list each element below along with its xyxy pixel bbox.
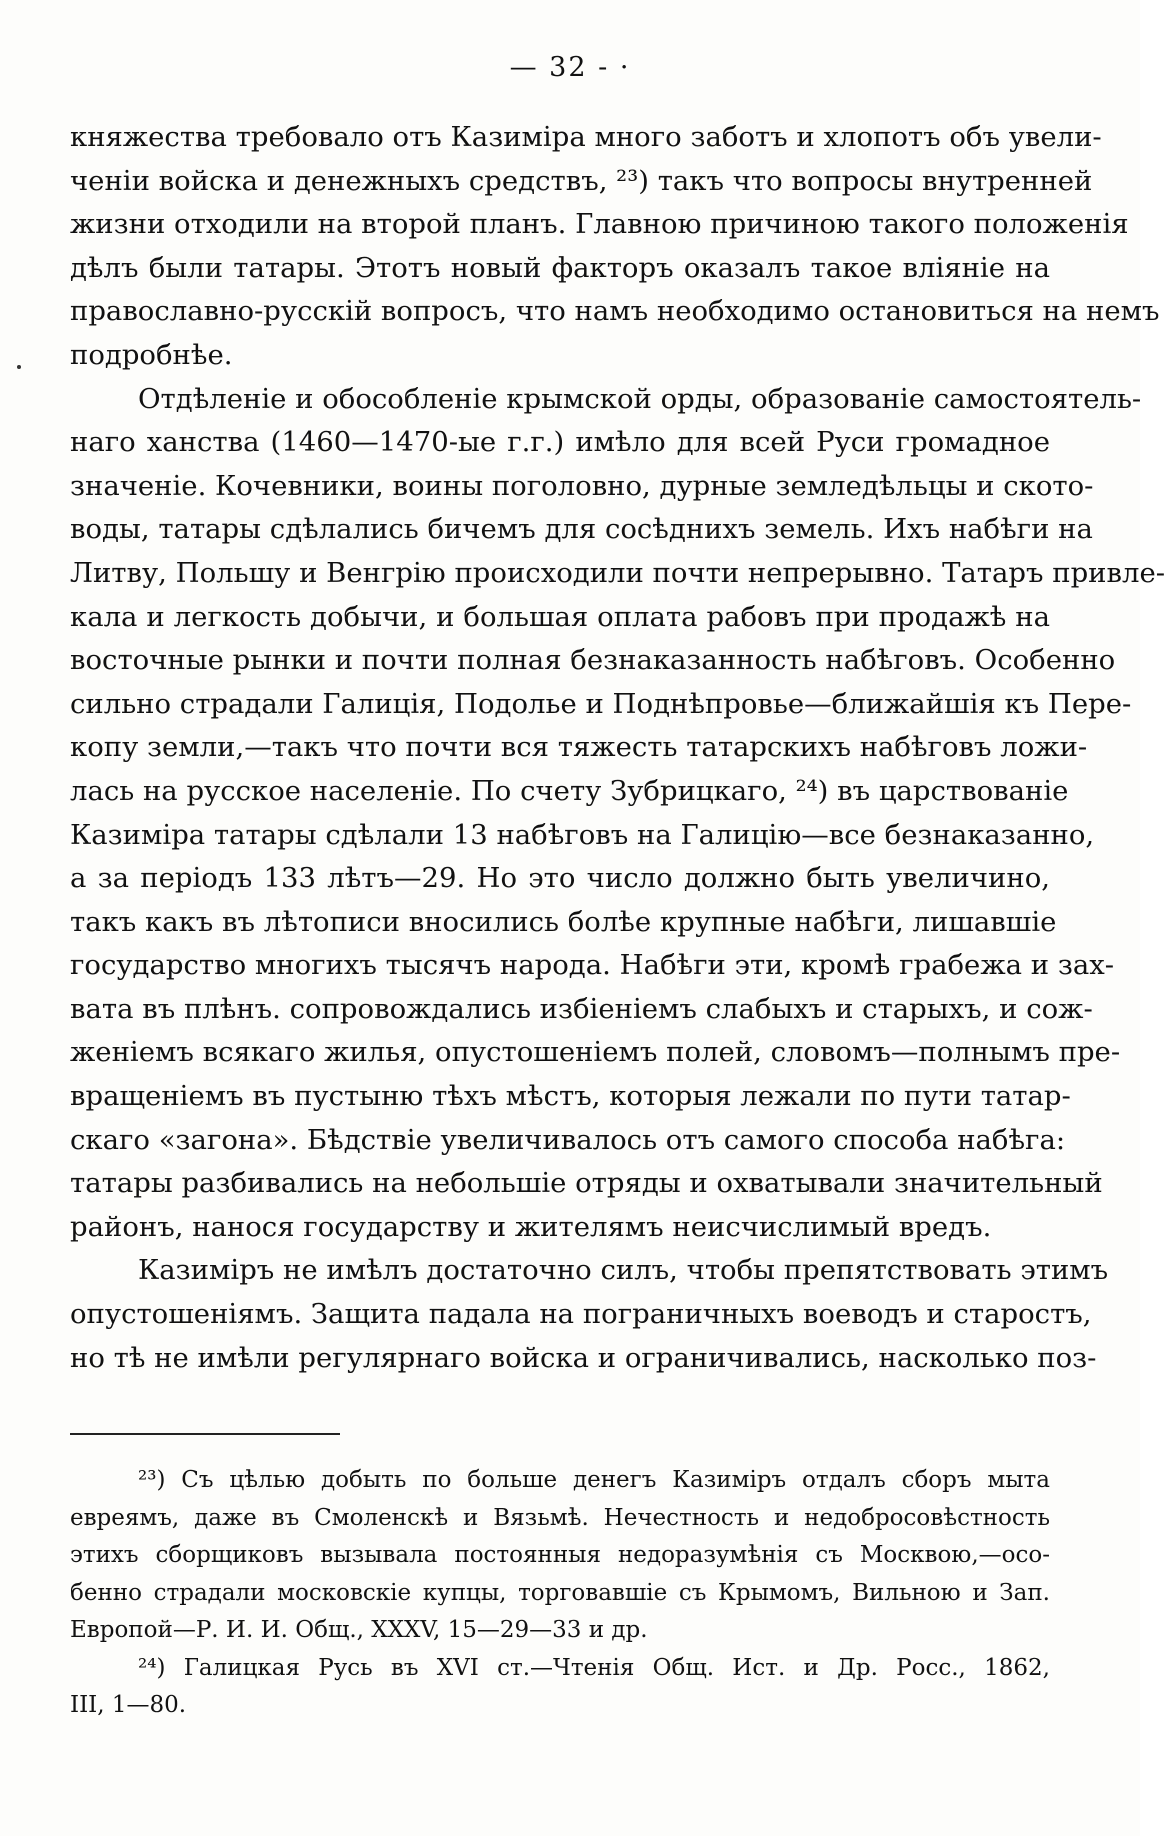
- footnote-line: Европой—Р. И. И. Общ., XXXV, 15—29—33 и др.: [70, 1617, 648, 1643]
- page-number: — 32 - ·: [509, 52, 631, 83]
- text-line: Отдѣленіе и обособленіе крымской орды, образованіе самостоятель-: [138, 382, 1142, 415]
- text-line: дѣлъ были татары. Этотъ новый факторъ оказалъ такое вліяніе на: [70, 251, 1050, 284]
- text-line: кала и легкость добычи, и большая оплата рабовъ при продажѣ на: [70, 600, 1050, 633]
- text-line: такъ какъ въ лѣтописи вносились болѣе крупные набѣги, лишавшіе: [70, 905, 1057, 938]
- text-line: подробнѣе.: [70, 338, 233, 371]
- text-line: татары разбивались на небольшіе отряды и охватывали значительный: [70, 1167, 1103, 1200]
- text-line: женіемъ всякаго жилья, опустошеніемъ полей, словомъ—полнымъ пре-: [70, 1036, 1121, 1069]
- margin-speck: [17, 365, 21, 369]
- text-line: значеніе. Кочевники, воины поголовно, дурные земледѣльцы и ското-: [70, 469, 1094, 502]
- text-line: скаго «загона». Бѣдствіе увеличивалось отъ самого способа набѣга:: [70, 1123, 1066, 1156]
- footnote-divider: [70, 1433, 340, 1435]
- footnote-line: ²⁴) Галицкая Русь въ XVI ст.—Чтенія Общ. Ист. и Др. Росс., 1862,: [138, 1654, 1050, 1681]
- text-line: наго ханства (1460—1470-ые г.г.) имѣло для всей Руси громадное: [70, 426, 1050, 459]
- footnote-line: этихъ сборщиковъ вызывала постоянныя недоразумѣнія съ Москвою,—осо-: [70, 1542, 1050, 1568]
- text-line: ченіи войска и денежныхъ средствъ, ²³) такъ что вопросы внутренней: [70, 164, 1093, 197]
- text-line: но тѣ не имѣли регулярнаго войска и ограничивались, насколько поз-: [70, 1341, 1097, 1374]
- footnote-line: евреямъ, даже въ Смоленскѣ и Вязьмѣ. Нечестность и недобросовѣстность: [70, 1504, 1050, 1531]
- text-line: Литву, Польшу и Венгрію происходили почти непрерывно. Татаръ привле-: [70, 556, 1165, 589]
- main-text: [70, 116, 1165, 1380]
- footnote-line: III, 1—80.: [70, 1692, 187, 1718]
- text-line: вращеніемъ въ пустыню тѣхъ мѣстъ, которыя лежали по пути татар-: [70, 1080, 1071, 1113]
- footnotes: [70, 1462, 1050, 1725]
- text-line: опустошеніямъ. Защита падала на пограничныхъ воеводъ и старостъ,: [70, 1298, 1092, 1331]
- text-line: воды, татары сдѣлались бичемъ для сосѣднихъ земель. Ихъ набѣги на: [70, 513, 1093, 546]
- text-line: а за періодъ 133 лѣтъ—29. Но это число должно быть увеличино,: [70, 862, 1050, 895]
- text-line: копу земли,—такъ что почти вся тяжесть татарскихъ набѣговъ ложи-: [70, 731, 1088, 764]
- text-line: лась на русское населеніе. По счету Зубрицкаго, ²⁴) въ царствованіе: [70, 774, 1069, 807]
- text-line: Казиміръ не имѣлъ достаточно силъ, чтобы препятствовать этимъ: [138, 1254, 1109, 1287]
- footnote-line: ²³) Съ цѣлью добыть по больше денегъ Казиміръ отдалъ сборъ мыта: [138, 1467, 1050, 1493]
- text-line: восточные рынки и почти полная безнаказанность набѣговъ. Особенно: [70, 644, 1116, 677]
- text-line: православно-русскій вопросъ, что намъ необходимо остановиться на немъ: [70, 295, 1160, 328]
- text-line: сильно страдали Галиція, Подолье и Поднѣпровье—ближайшія къ Пере-: [70, 687, 1132, 720]
- text-line: жизни отходили на второй планъ. Главною причиною такого положенія: [70, 208, 1129, 241]
- text-line: вата въ плѣнъ. сопровождались избіеніемъ слабыхъ и старыхъ, и сож-: [70, 992, 1093, 1025]
- footnote-line: бенно страдали московскіе купцы, торговавшіе съ Крымомъ, Вильною и Зап.: [70, 1579, 1050, 1606]
- text-line: государство многихъ тысячъ народа. Набѣги эти, кромѣ грабежа и зах-: [70, 949, 1115, 982]
- text-line: районъ, нанося государству и жителямъ неисчислимый вредъ.: [70, 1210, 992, 1243]
- text-line: княжества требовало отъ Казиміра много заботъ и хлопотъ объ увели-: [70, 121, 1102, 153]
- text-line: Казиміра татары сдѣлали 13 набѣговъ на Галицію—все безнаказанно,: [70, 818, 1095, 851]
